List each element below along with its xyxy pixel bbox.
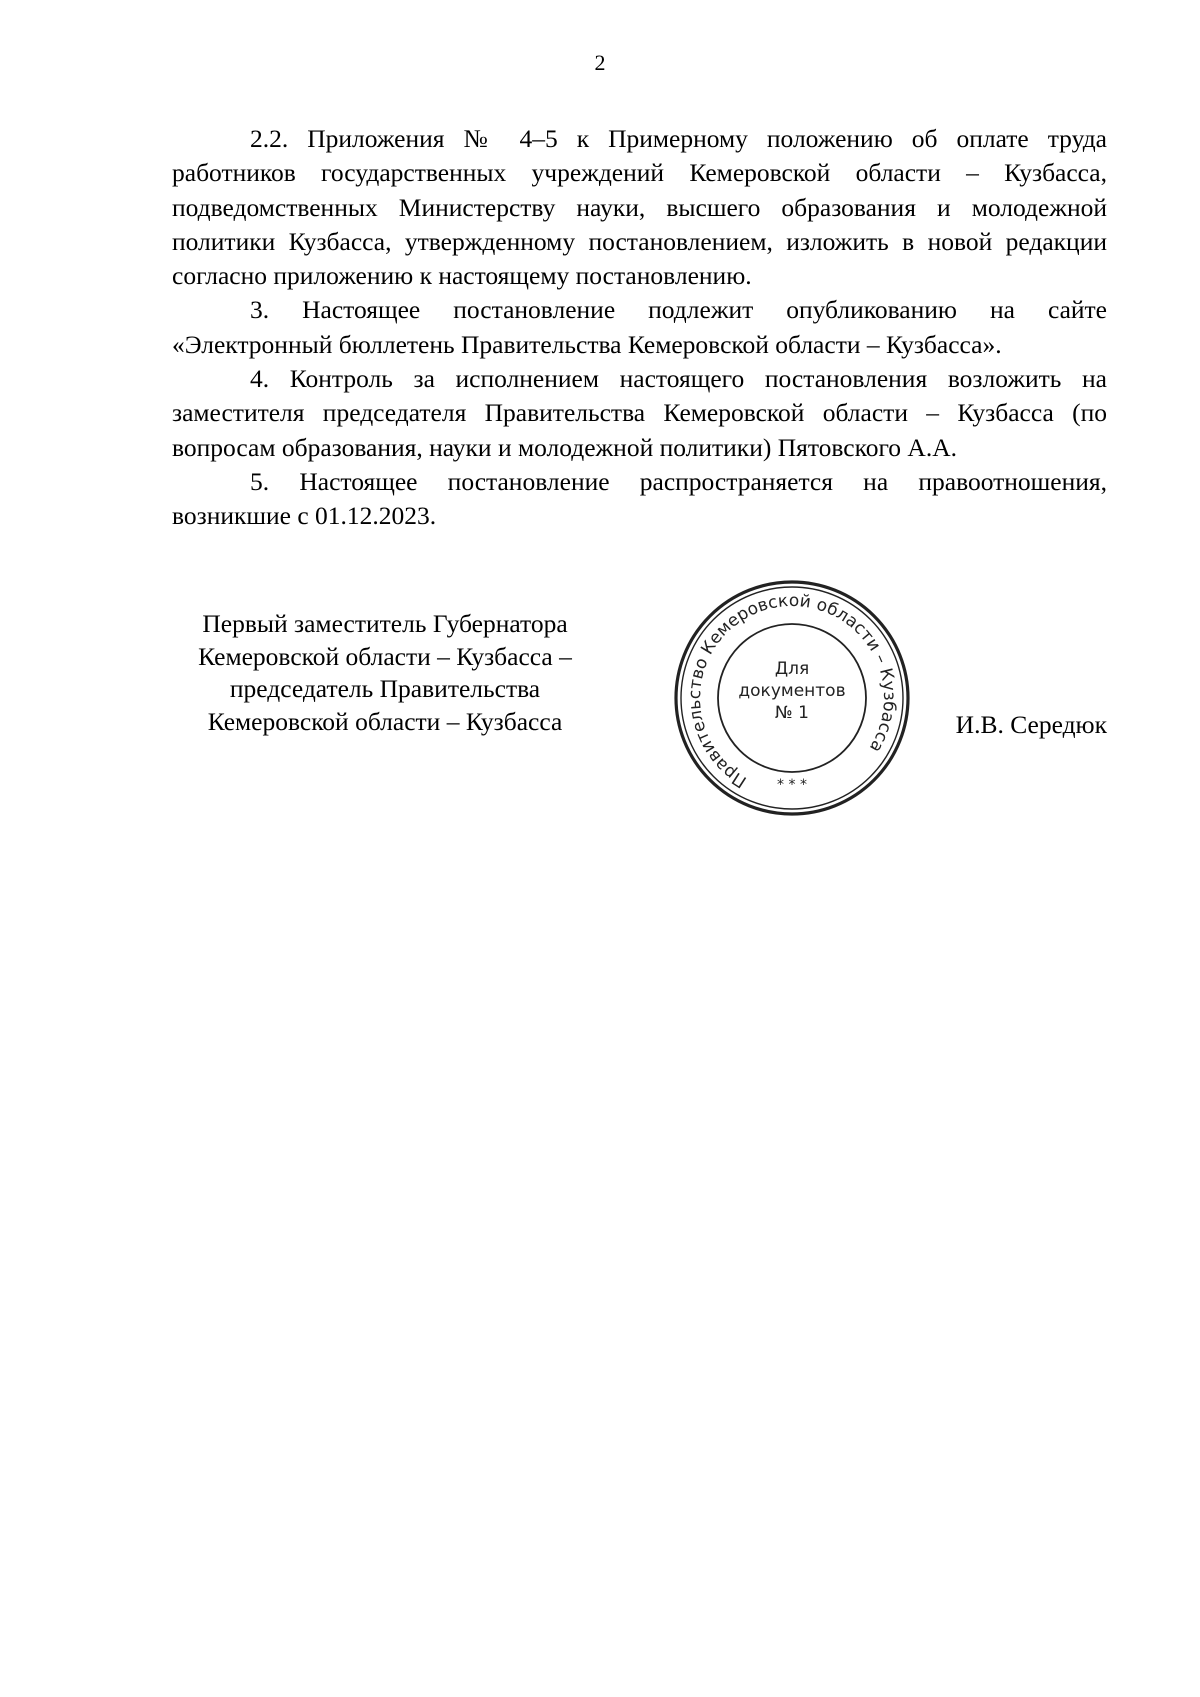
signatory-title-line: Первый заместитель Губернатора (202, 609, 568, 638)
official-stamp (672, 578, 912, 818)
stamp-seal-image (672, 578, 912, 818)
page-number: 2 (594, 50, 606, 75)
paragraph-3: 3. Настоящее постановление подлежит опубликованию на сайте «Электронный бюллетень Правительства Кемеровской области – Кузбасса». (172, 295, 1107, 359)
document-body (172, 122, 1107, 534)
paragraph-4: 4. Контроль за исполнением настоящего постановления возложить на заместителя председателя Правительства Кемеровской области – Кузбасса (по вопросам образования, науки и молодежной политики) Пятовского А.А. (172, 364, 1107, 462)
paragraph-2-2: 2.2. Приложения № 4–5 к Примерному положению об оплате труда работников государственных учреждений Кемеровской области – Кузбасса, подведомственных Министерству науки, высшего образования и молодежной политики Кузбасса, утвержденному постановлением, изложить в новой редакции согласно приложению к настоящему постановлению. (172, 124, 1107, 291)
stamp-stars: * * * (777, 777, 807, 793)
signatory-title (150, 608, 620, 738)
paragraph-5: 5. Настоящее постановление распространяется на правоотношения, возникшие с 01.12.2023. (172, 466, 1107, 531)
stamp-center-line-2: документов (738, 681, 846, 701)
signatory-title-line: Кемеровской области – Кузбасса (207, 706, 563, 736)
signatory-name: И.В. Середюк (955, 710, 1107, 739)
signatory-title-line: Кемеровской области – Кузбасса – (198, 641, 572, 671)
stamp-center-line-1: Для (774, 659, 810, 679)
signatory-title-line: председатель Правительства (229, 674, 541, 703)
stamp-center-line-3: № 1 (775, 703, 809, 723)
stamp-ring-text: Правительство Кемеровской области – Кузбасса (684, 590, 900, 792)
